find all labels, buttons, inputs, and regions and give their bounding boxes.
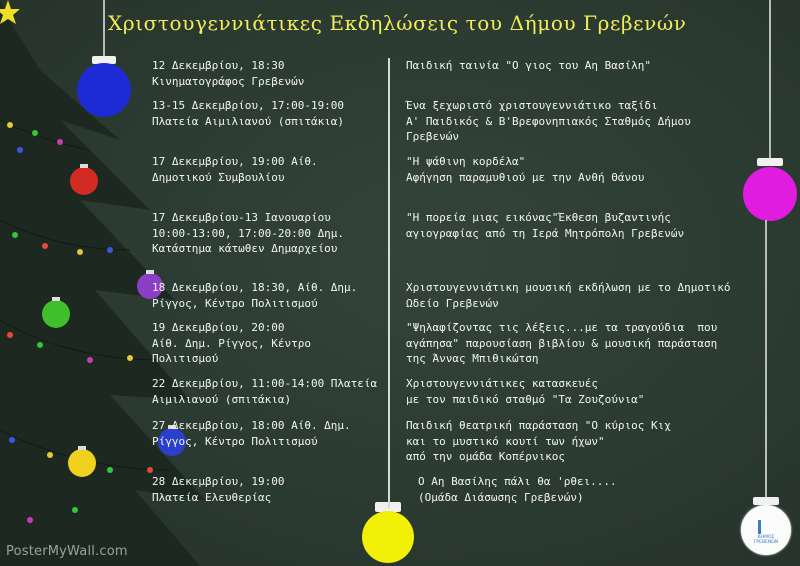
- hanging-bauble-yellow: [362, 502, 414, 563]
- event-6-when: 19 Δεκεμβρίου, 20:00 Αίθ. Δημ. Ρίγγος, Κέντρο Πολιτισμού: [152, 321, 311, 365]
- column-divider: [388, 58, 390, 508]
- event-4-when: 17 Δεκεμβρίου-13 Ιανουαρίου 10:00-13:00, 17:00-20:00 Δημ. Κατάστημα κάτωθεν Δημαρχείου: [152, 211, 345, 255]
- event-1-what: Παιδική ταινία "Ο γιος του Αη Βασίλη": [406, 59, 652, 72]
- logo-mark-icon: [758, 520, 771, 534]
- event-9-what: Ο Αη Βασίλης πάλι θα 'ρθει.... (Ομάδα Διάσωσης Γρεβενών): [418, 475, 617, 504]
- event-5-when: 18 Δεκεμβρίου, 18:30, Αίθ. Δημ. Ρίγγος, Κέντρο Πολιτισμού: [152, 281, 358, 310]
- event-8-when: 27 Δεκεμβρίου, 18:00 Αίθ. Δημ. Ρίγγος, Κέντρο Πολιτισμού: [152, 419, 351, 448]
- event-2-when: 13-15 Δεκεμβρίου, 17:00-19:00 Πλατεία Αιμιλιανού (σπιτάκια): [152, 99, 345, 128]
- logo-text: ΔΗΜΟΣ ΓΡΕΒΕΝΩΝ: [753, 535, 779, 545]
- event-7-what: Χριστουγεννιάτικες κατασκευές με τον παιδικό σταθμό "Τα Ζουζούνια": [406, 377, 645, 406]
- poster-title: Χριστουγεννιάτικες Εκδηλώσεις του Δήμου Γρεβενών: [108, 11, 687, 35]
- event-3-when: 17 Δεκεμβρίου, 19:00 Αίθ. Δημοτικού Συμβουλίου: [152, 155, 318, 184]
- event-3-what: "Η ψάθινη κορδέλα" Αφήγηση παραμυθιού με την Ανθή Θάνου: [406, 155, 645, 184]
- event-8-what: Παιδική θεατρική παράσταση "Ο κύριος Κιχ και το μυστικό κουτί των ήχων" από την ομάδα Κοπέρνικος: [406, 419, 671, 463]
- watermark: PosterMyWall.com: [6, 544, 128, 559]
- event-6-what: "Ψηλαφίζοντας τις λέξεις...με τα τραγούδια που αγάπησα" παρουσίαση βιβλίου & μουσική παράσταση της Άννας Μπιθικώτση: [406, 321, 718, 365]
- event-1-when: 12 Δεκεμβρίου, 18:30 Κινηματογράφος Γρεβενών: [152, 59, 305, 88]
- hanging-bauble-white: [753, 220, 779, 505]
- event-2-what: Ένα ξεχωριστό χριστουγεννιάτικο ταξίδι Α' Παιδικός & Β'Βρεφονηπιακός Σταθμός Δήμου Γρεβενών: [406, 99, 691, 143]
- event-9-when: 28 Δεκεμβρίου, 19:00 Πλατεία Ελευθερίας: [152, 475, 285, 504]
- star-icon: [0, 0, 20, 24]
- event-4-what: "Η πορεία μιας εικόνας"Έκθεση βυζαντινής αγιογραφίας από τη Ιερά Μητρόπολη Γρεβενών: [406, 211, 685, 240]
- municipality-logo: [741, 505, 791, 555]
- event-5-what: Χριστουγεννιάτικη μουσική εκδήλωση με το Δημοτικό Ωδείο Γρεβενών: [406, 281, 731, 310]
- event-7-when: 22 Δεκεμβρίου, 11:00-14:00 Πλατεία Αιμιλιανού (σπιτάκια): [152, 377, 378, 406]
